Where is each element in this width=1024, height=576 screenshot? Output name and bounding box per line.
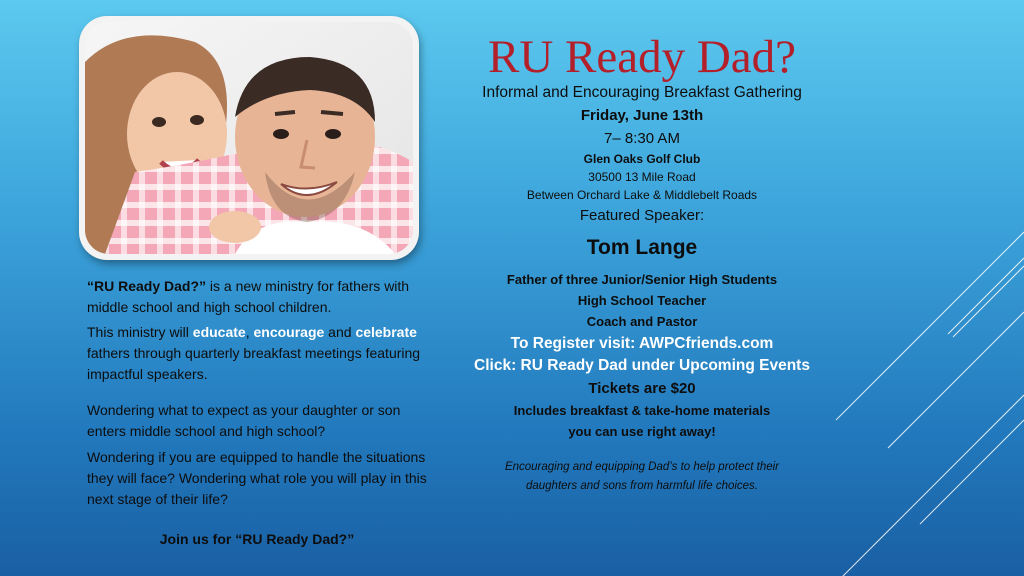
speaker-label: Featured Speaker: [579, 207, 705, 224]
speaker-name: Tom Lange [586, 236, 698, 259]
tagline-line: daughters and sons from harmful life choices. [525, 480, 759, 492]
join-us-text: Join us for “RU Ready Dad?” [159, 531, 355, 547]
mission-text: This ministry will [87, 324, 193, 340]
father-daughter-photo [85, 22, 413, 254]
event-cross-streets: Between Orchard Lake & Middlebelt Roads [526, 188, 758, 202]
event-subtitle: Informal and Encouraging Breakfast Gathering [482, 84, 802, 101]
mission-paragraph [87, 322, 427, 385]
ticket-price: Tickets are $20 [588, 380, 696, 397]
event-venue: Glen Oaks Golf Club [583, 152, 701, 166]
page-title: RU Ready Dad? [487, 31, 797, 83]
intro-text: is a new ministry for fathers with middle school and high school children. [87, 278, 410, 315]
encourage-highlight: encourage [253, 324, 325, 340]
speaker-bio-line: Father of three Junior/Senior High Students [506, 272, 778, 287]
event-address: 30500 13 Mile Road [588, 170, 696, 184]
speaker-bio-line: Coach and Pastor [586, 314, 698, 329]
educate-highlight: educate [192, 324, 246, 340]
mission-text: , [245, 324, 254, 340]
includes-line: you can use right away! [568, 424, 716, 439]
mission-text: fathers through quarterly breakfast meetings featuring impactful speakers. [87, 345, 421, 382]
event-time: 7– 8:30 AM [604, 130, 680, 147]
intro-paragraph [87, 276, 427, 318]
speaker-bio-line: High School Teacher [577, 293, 707, 308]
question-paragraph: Wondering what to expect as your daughter or son enters middle school and high school? [87, 402, 401, 439]
event-date: Friday, June 13th [580, 107, 704, 124]
click-instructions: Click: RU Ready Dad under Upcoming Events [474, 357, 810, 374]
question-paragraph: Wondering if you are equipped to handle the situations they will face? Wondering what role you will play in this next stage of their life? [87, 449, 427, 507]
includes-line: Includes breakfast & take-home materials [513, 403, 771, 418]
register-link[interactable]: To Register visit: AWPCfriends.com [510, 335, 774, 352]
tagline-line: Encouraging and equipping Dad’s to help protect their [504, 461, 780, 473]
photo-frame [79, 16, 419, 260]
mission-text: and [324, 324, 356, 340]
celebrate-highlight: celebrate [355, 324, 417, 340]
ministry-name: “RU Ready Dad?” [87, 278, 207, 294]
